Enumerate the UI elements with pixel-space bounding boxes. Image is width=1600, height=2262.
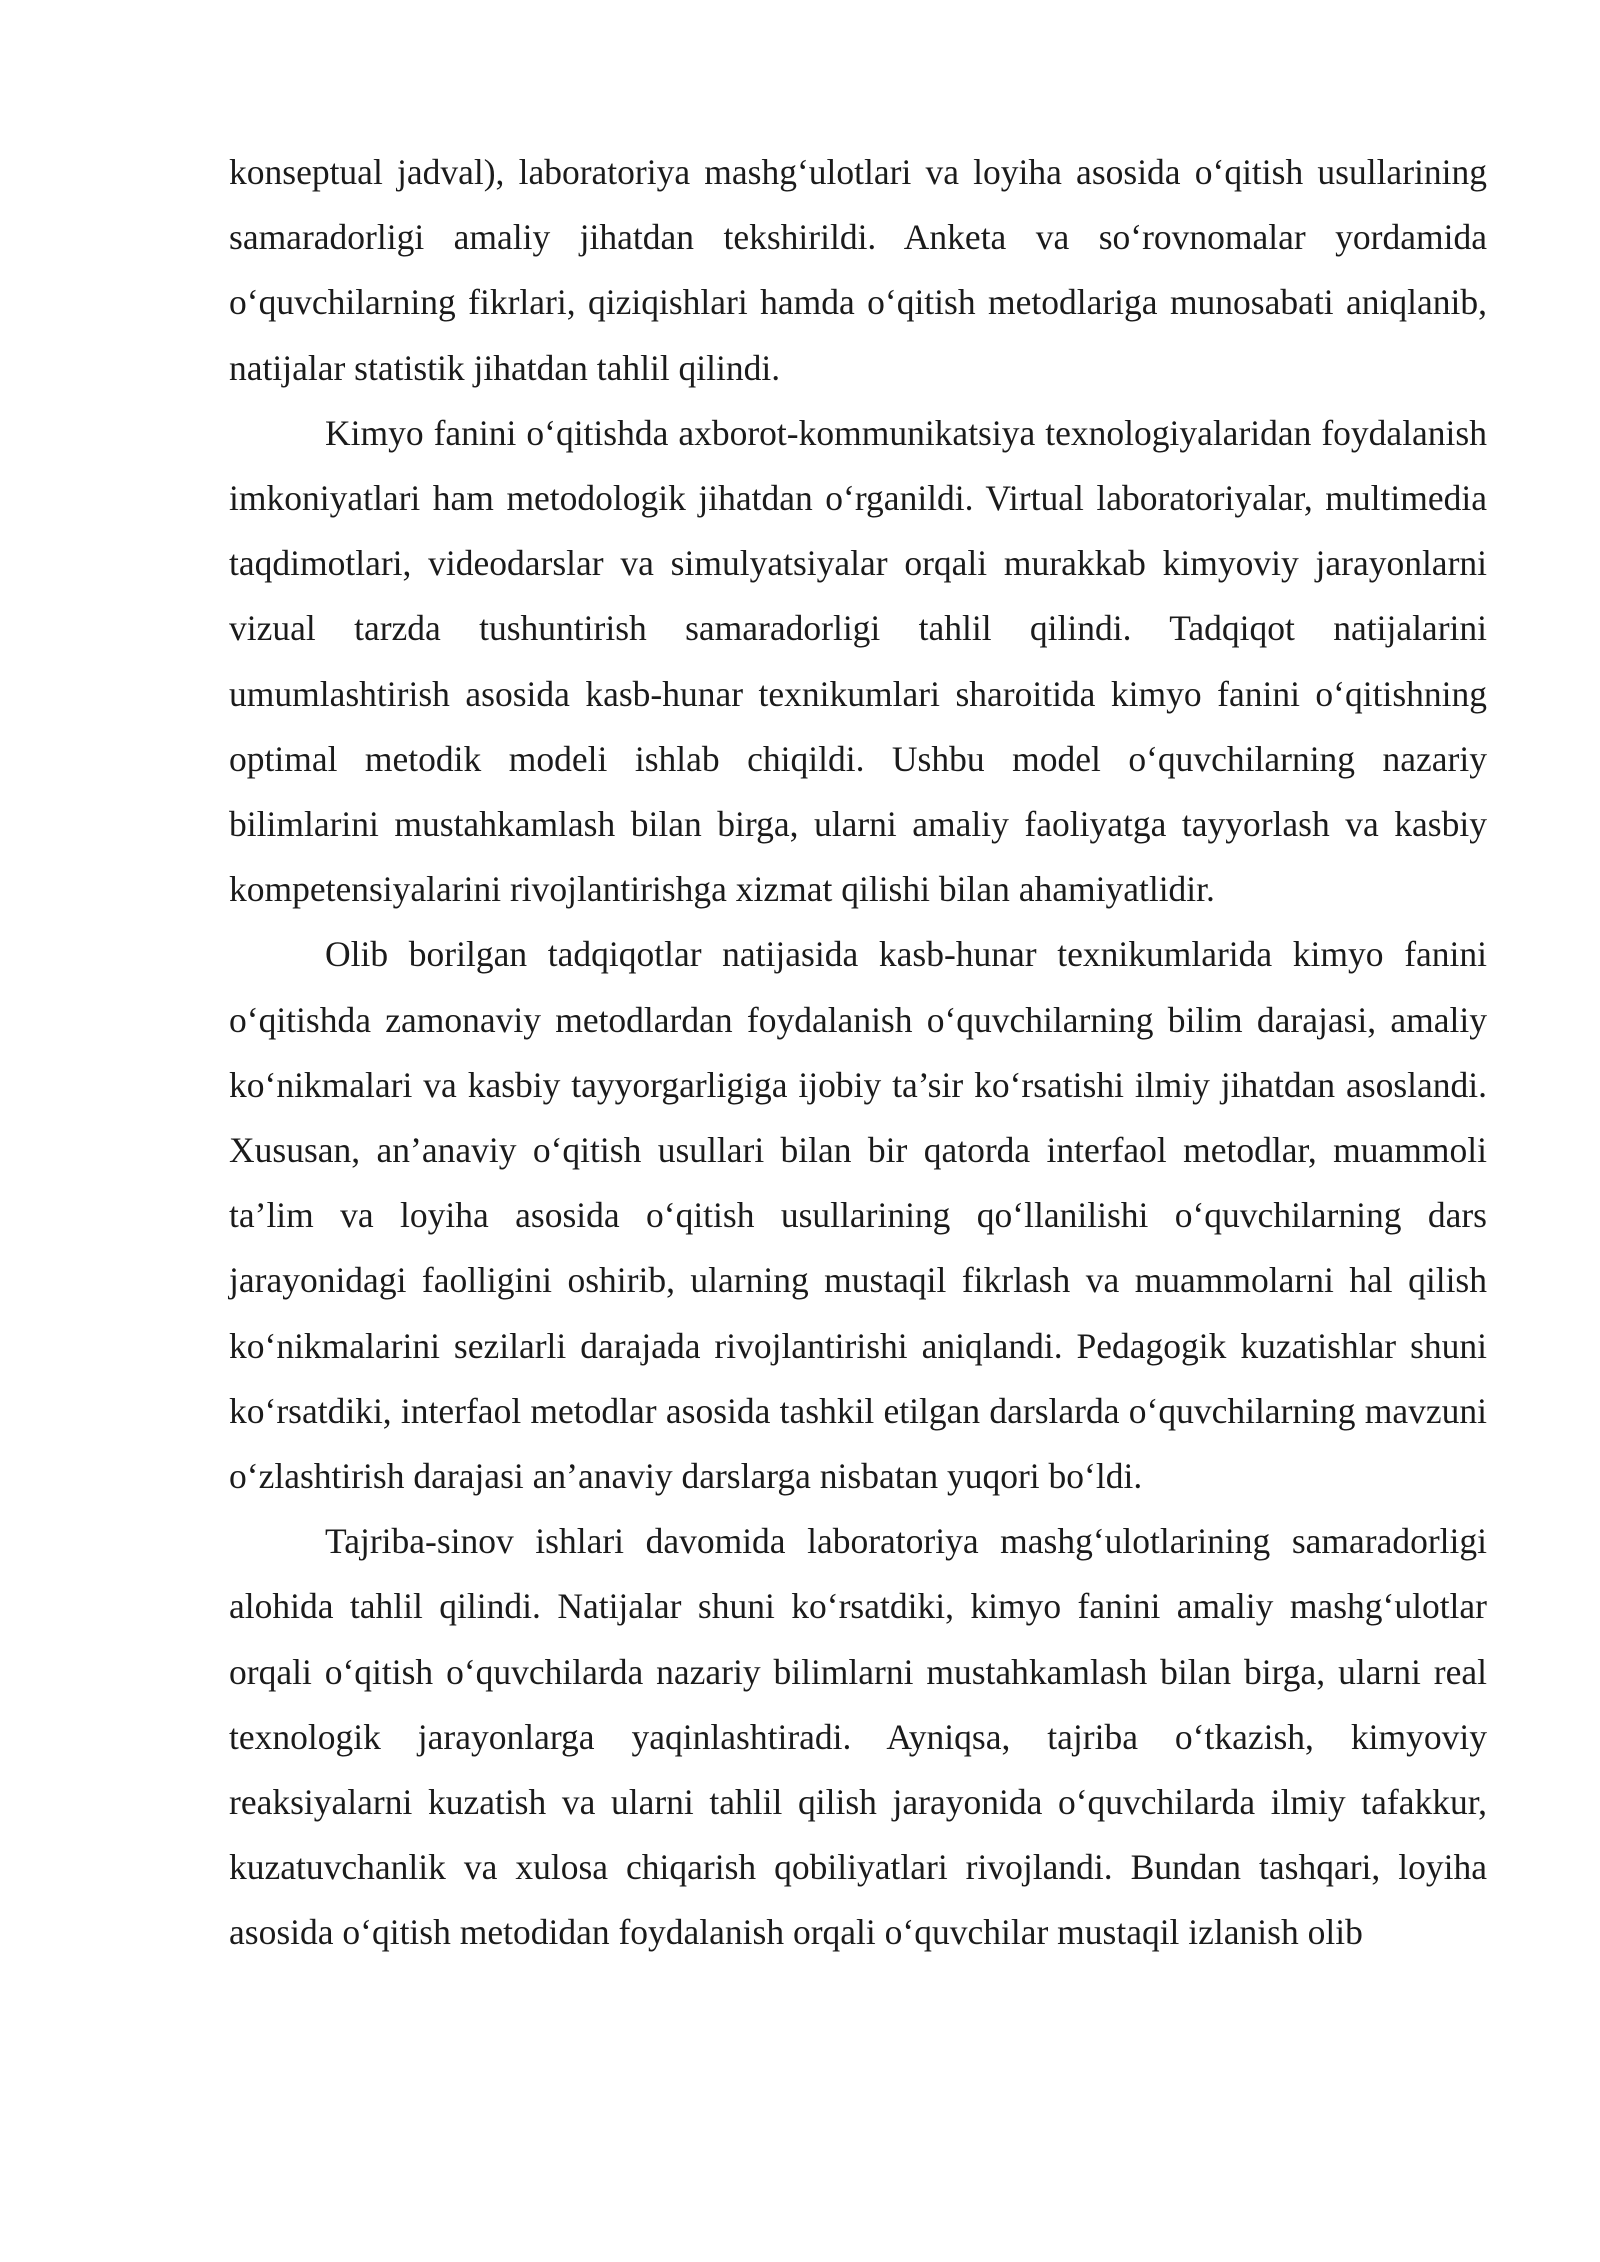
paragraph-continued: konseptual jadval), laboratoriya mashg‘ulotlari va loyiha asosida o‘qitish usullarining samaradorligi amaliy jihatdan tekshirildi. Anketa va so‘rovnomalar yordamida o‘quvchilarning fikrlari, qiziqishlari hamda o‘qitish metodlariga munosabati aniqlanib, natijalar statistik jihatdan tahlil qilindi. [229,152,1487,388]
paragraph-research-results: Olib borilgan tadqiqotlar natijasida kasb-hunar texnikumlarida kimyo fanini o‘qitishda zamonaviy metodlardan foydalanish o‘quvchilarning bilim darajasi, amaliy ko‘nikmalari va kasbiy tayyorgarligiga ijobiy ta’sir ko‘rsatishi ilmiy jihatdan asoslandi. Xususan, an’anaviy o‘qitish usullari bilan bir qatorda interfaol metodlar, muammoli ta’lim va loyiha asosida o‘qitish usullarining qo‘llanilishi o‘quvchilarning dars jarayonidagi faolligini oshirib, ularning mustaqil fikrlash va muammolarni hal qilish ko‘nikmalarini sezilarli darajada rivojlantirishi aniqlandi. Pedagogik kuzatishlar shuni ko‘rsatdiki, interfaol metodlar asosida tashkil etilgan darslarda o‘quvchilarning mavzuni o‘zlashtirish darajasi an’anaviy darslarga nisbatan yuqori bo‘ldi. [229,934,1487,1497]
paragraph-laboratory-experiments: Tajriba-sinov ishlari davomida laboratoriya mashg‘ulotlarining samaradorligi alohida tahlil qilindi. Natijalar shuni ko‘rsatdiki, kimyo fanini amaliy mashg‘ulotlar orqali o‘qitish o‘quvchilarda nazariy bilimlarni mustahkamlash bilan birga, ularni real texnologik jarayonlarga yaqinlashtiradi. Ayniqsa, tajriba o‘tkazish, kimyoviy reaksiyalarni kuzatish va ularni tahlil qilish jarayonida o‘quvchilarda ilmiy tafakkur, kuzatuvchanlik va xulosa chiqarish qobiliyatlari rivojlandi. Bundan tashqari, loyiha asosida o‘qitish metodidan foydalanish orqali o‘quvchilar mustaqil izlanish olib [229,1521,1487,1953]
paragraph-ict-methods: Kimyo fanini o‘qitishda axborot-kommunikatsiya texnologiyalaridan foydalanish imkoniyatlari ham metodologik jihatdan o‘rganildi. Virtual laboratoriyalar, multimedia taqdimotlari, videodarslar va simulyatsiyalar orqali murakkab kimyoviy jarayonlarni vizual tarzda tushuntirish samaradorligi tahlil qilindi. Tadqiqot natijalarini umumlashtirish asosida kasb-hunar texnikumlari sharoitida kimyo fanini o‘qitishning optimal metodik modeli ishlab chiqildi. Ushbu model o‘quvchilarning nazariy bilimlarini mustahkamlash bilan birga, ularni amaliy faoliyatga tayyorlash va kasbiy kompetensiyalarini rivojlantirishga xizmat qilishi bilan ahamiyatlidir. [229,412,1487,910]
document-page [229,140,1487,1966]
